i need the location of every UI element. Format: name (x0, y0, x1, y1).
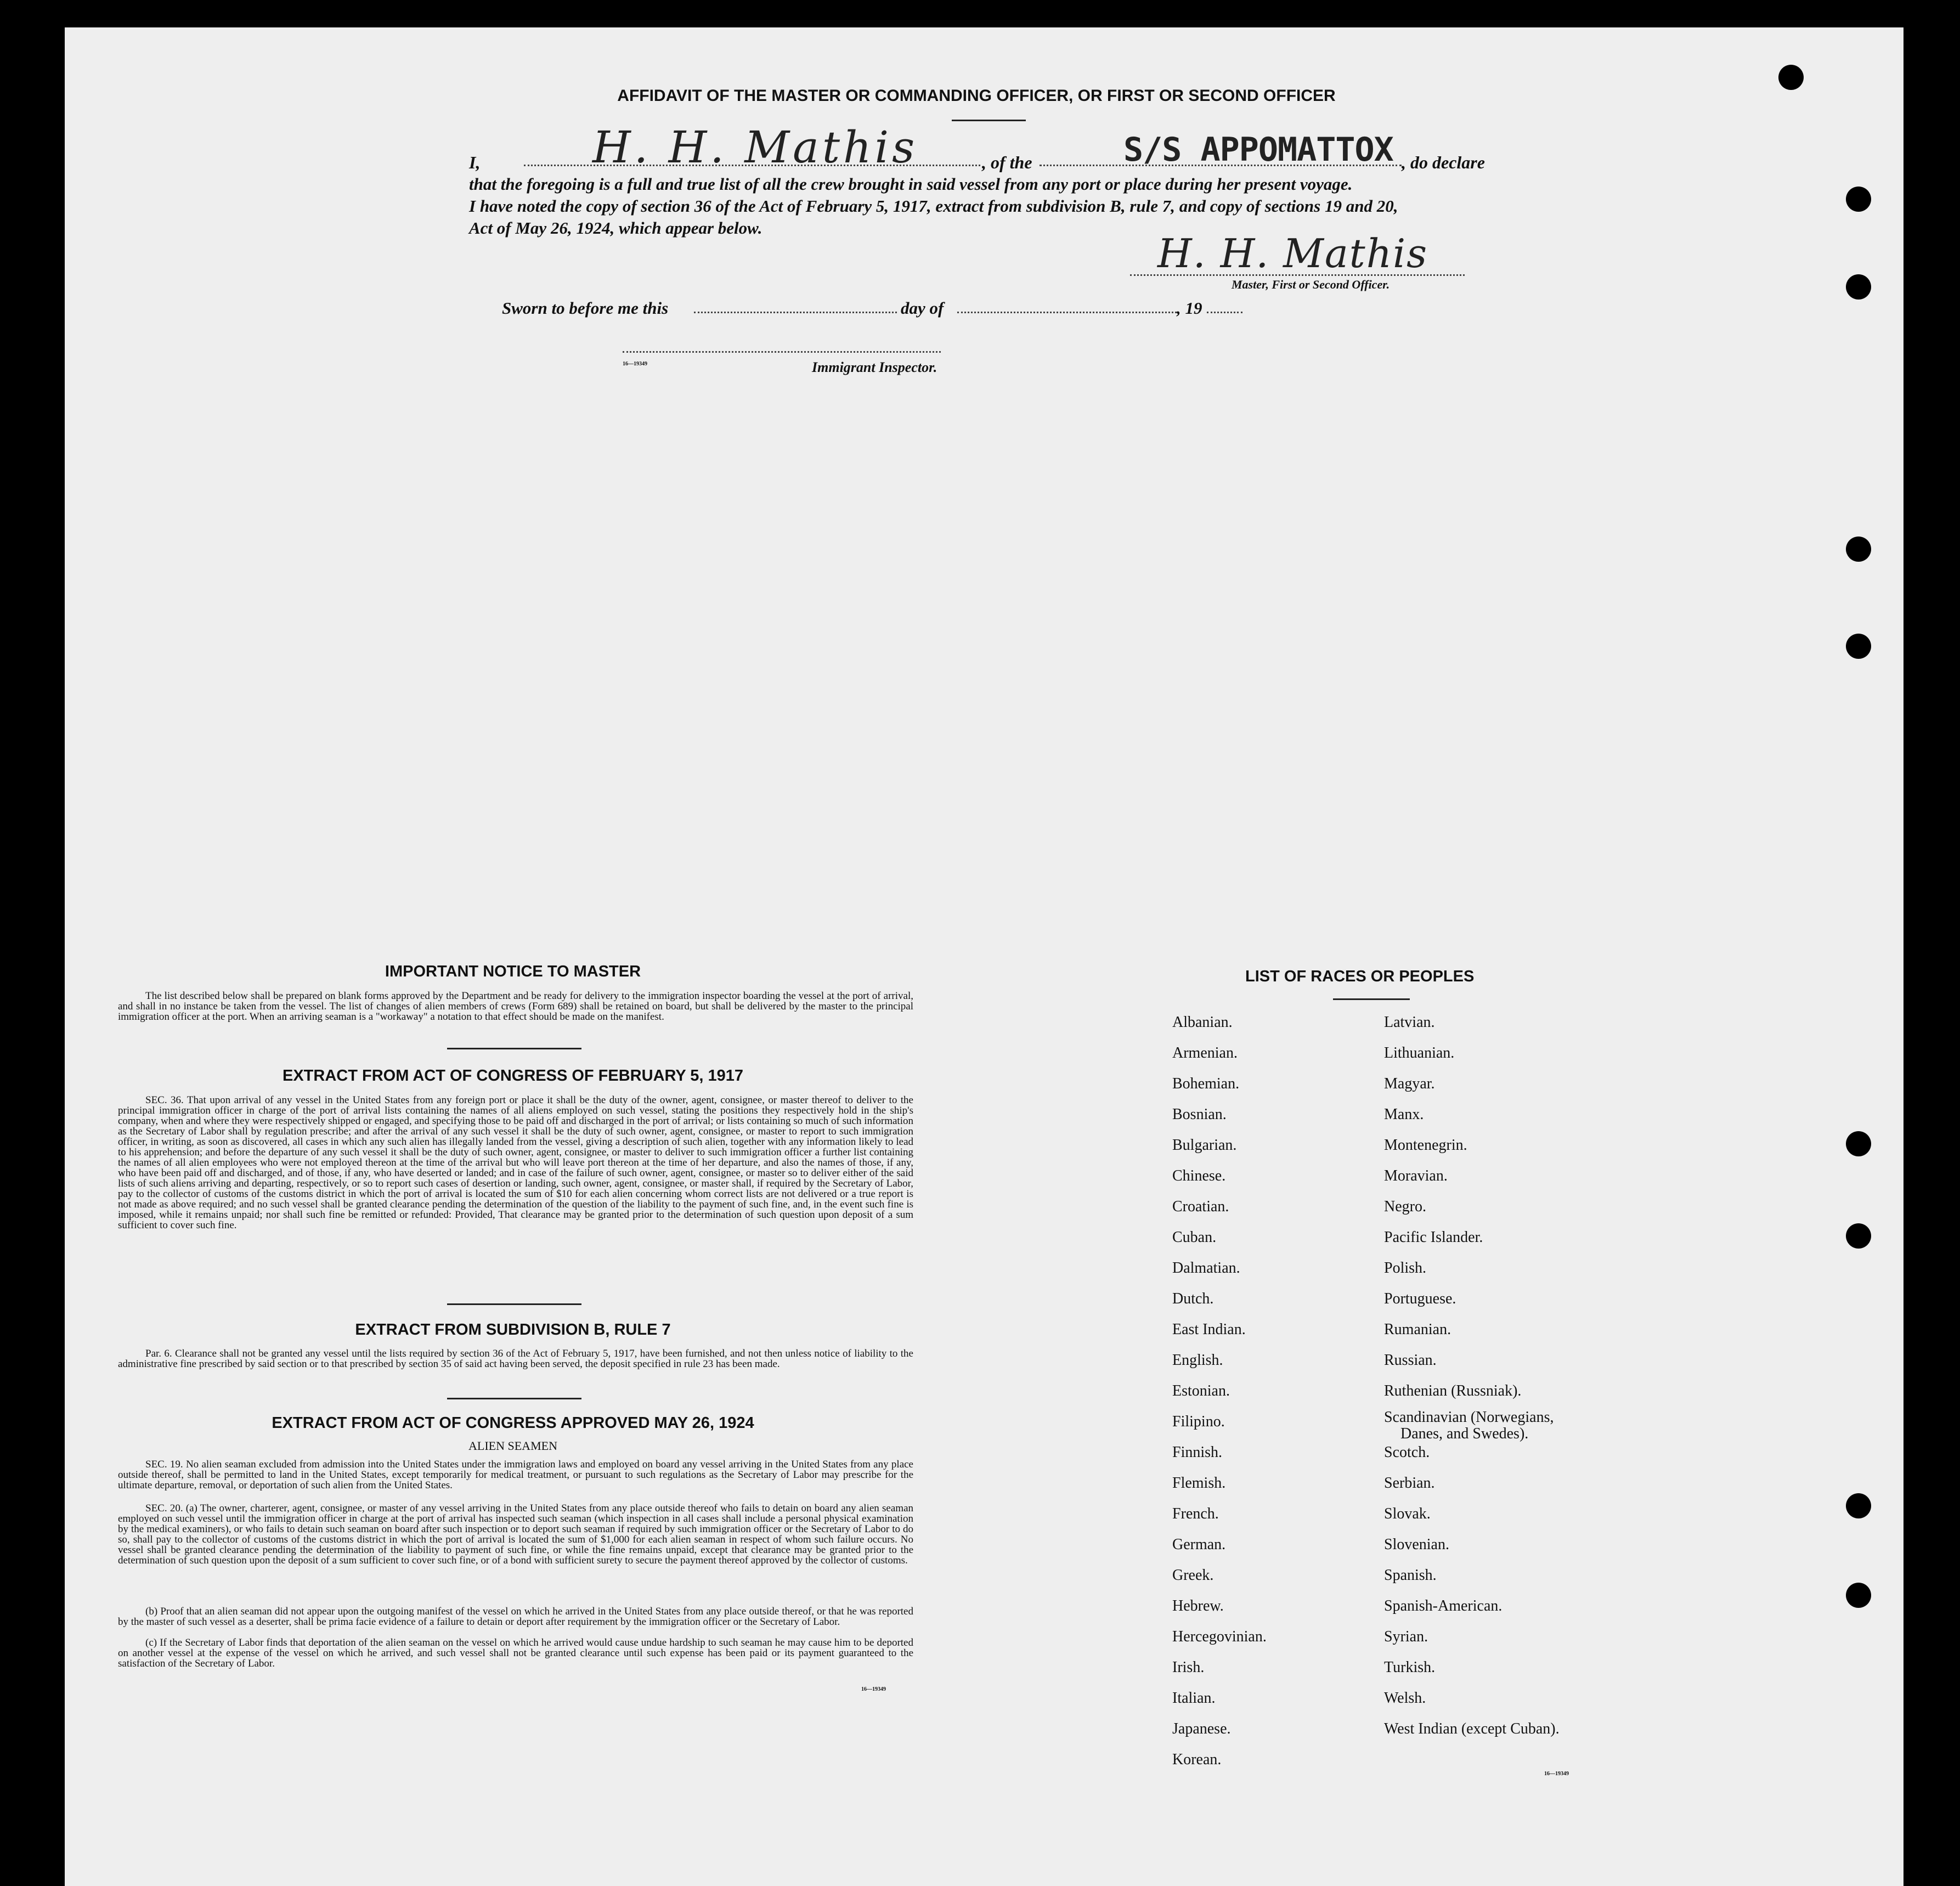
race-item: French. (1172, 1505, 1219, 1522)
affidavit-form-number: 16—19349 (623, 361, 647, 367)
race-item: German. (1172, 1536, 1226, 1553)
sec-19-text: SEC. 19. No alien seaman excluded from admission into the United States under the immigration laws and employed on board any vessel arriving in the United States from any place outside thereof, shall be permitted to land in the United States, except temporarily for medical treatment, or pursuant to such regulations as the Secretary of Labor may prescribe for the ultimate departure, removal, or deportation of such alien from the United States. (118, 1459, 913, 1491)
punch-hole (1846, 1493, 1871, 1518)
affidavit-title: AFFIDAVIT OF THE MASTER OR COMMANDING OFFICER, OR FIRST OR SECOND OFFICER (617, 87, 1336, 105)
do-declare-label: , do declare (1402, 153, 1485, 172)
race-item: Chinese. (1172, 1167, 1226, 1184)
race-item: Latvian. (1384, 1014, 1435, 1031)
sworn-label: Sworn to before me this (502, 298, 669, 318)
races-form-number: 16—19349 (1544, 1771, 1569, 1777)
race-item: Estonian. (1172, 1382, 1230, 1399)
race-item: Russian. (1384, 1352, 1437, 1369)
race-item: Ruthenian (Russniak). (1384, 1382, 1522, 1399)
punch-hole (1846, 1583, 1871, 1608)
race-item: Finnish. (1172, 1444, 1223, 1461)
race-item: Irish. (1172, 1659, 1205, 1676)
master-signature: H. H. Mathis (592, 122, 918, 173)
subdivision-b-title: EXTRACT FROM SUBDIVISION B, RULE 7 (355, 1321, 671, 1339)
inspector-caption: Immigrant Inspector. (812, 359, 937, 375)
race-item: Filipino. (1172, 1413, 1225, 1430)
race-item: East Indian. (1172, 1321, 1246, 1338)
race-item: Serbian. (1384, 1475, 1435, 1492)
race-item: Bulgarian. (1172, 1137, 1237, 1154)
punch-hole (1846, 187, 1871, 212)
race-item: Moravian. (1384, 1167, 1448, 1184)
race-item: Japanese. (1172, 1720, 1231, 1737)
punch-hole (1846, 1131, 1871, 1156)
race-item: Cuban. (1172, 1229, 1217, 1246)
punch-hole (1778, 65, 1804, 90)
race-item: Slovenian. (1384, 1536, 1449, 1553)
notice-body: The list described below shall be prepared on blank forms approved by the Department and be ready for delivery to the immigration inspector boarding the vessel at the port of arrival, and shall in no instance be taken from the vessel. The list of changes of alien members of crews (Form 689) shall be retained on board, but shall be delivered by the master to the principal immigration officer at the port. When an arriving seaman is a "workaway" a notation to that effect should be made on the manifest. (118, 990, 913, 1023)
affidavit-line-2: that the foregoing is a full and true list of all the crew brought in said vessel from any port or place during her present voyage. (469, 174, 1353, 194)
race-item: Lithuanian. (1384, 1044, 1455, 1061)
race-item: Montenegrin. (1384, 1137, 1467, 1154)
race-item: Danes, and Swedes). (1400, 1425, 1529, 1442)
race-item: Hercegovinian. (1172, 1628, 1267, 1645)
race-item: Rumanian. (1384, 1321, 1451, 1338)
extract-1917-title: EXTRACT FROM ACT OF CONGRESS OF FEBRUARY 5, 1917 (282, 1067, 744, 1085)
race-item: Spanish-American. (1384, 1597, 1503, 1614)
sworn-year-blank (1207, 312, 1242, 313)
race-item: Manx. (1384, 1106, 1424, 1123)
race-item: Scotch. (1384, 1444, 1430, 1461)
alien-seamen-subtitle: ALIEN SEAMEN (468, 1439, 557, 1453)
race-item: Dutch. (1172, 1290, 1214, 1307)
punch-hole (1846, 634, 1871, 659)
race-item: Bohemian. (1172, 1075, 1240, 1092)
race-item: Portuguese. (1384, 1290, 1456, 1307)
race-item: English. (1172, 1352, 1223, 1369)
sworn-day-blank (694, 312, 897, 313)
race-item: Korean. (1172, 1751, 1222, 1768)
affidavit-line-3: I have noted the copy of section 36 of the Act of February 5, 1917, extract from subdivision B, rule 7, and copy of sections 19 and 20, (469, 196, 1398, 216)
extract-1924-title: EXTRACT FROM ACT OF CONGRESS APPROVED MAY 26, 1924 (272, 1414, 754, 1432)
race-item: Italian. (1172, 1690, 1216, 1707)
race-item: Spanish. (1384, 1567, 1437, 1584)
officer-signature: H. H. Mathis (1157, 230, 1428, 276)
inspector-signature-line (623, 351, 941, 353)
extract-1917-body: SEC. 36. That upon arrival of any vessel in the United States from any foreign port or place it shall be the duty of the owner, agent, consignee, or master thereof to deliver to the principal immigration officer in charge of the port of arrival lists containing the names of all aliens employed on such vessel, stating the positions they respectively hold in the ship's company, when and where they were respectively shipped or engaged, and specifying those to be paid off and discharged in the port of arrival; or lists containing so much of such information as the Secretary of Labor shall by regulation prescribe; and after the arrival of any such vessel it shall be the duty of such owner, agent, consignee, or master to report to such immigration officer, in writing, as soon as discovered, all cases in which any such alien has illegally landed from the vessel, giving a description of such alien, together with any information likely to lead to his apprehension; and before the departure of any such vessel it shall be the duty of such owner, agent, consignee, or master to deliver to such immigration officer a further list containing the names of all alien employees who were not employed thereon at the time of the arrival but who will leave port thereon at the time of her departure, and also the names of those, if any, who have been paid off and discharged, and of those, if any, who have deserted or landed; and in case of the failure of such owner, agent, consignee, or master so to deliver either of the said lists of such aliens arriving and departing, respectively, or so to report such cases of desertion or landing, such owner, agent, consignee, or master shall, if required by the Secretary of Labor, pay to the collector of customs of the customs district in which the port of arrival is located the sum of $10 for each alien concerning whom correct lists are not delivered or a true report is not made as above required; and no such vessel shall be granted clearance pending the determination of the question of the liability to the payment of such fine, and, in the event such fine is imposed, while it remains unpaid; nor shall such fine be remitted or refunded: Provided, That clearance may be granted prior to the determination of such question upon deposit of a sum sufficient to cover such fine. (118, 1094, 913, 1231)
officer-caption: Master, First or Second Officer. (1232, 278, 1390, 291)
sec-20b-text: (b) Proof that an alien seaman did not appear upon the outgoing manifest of the vessel on which he arrived in the United States from any place outside thereof, or that he was reported by the master of such vessel as a deserter, shall be prima facie evidence of a failure to detain or deport after requirement by the immigration officer or the Secretary of Labor. (118, 1606, 913, 1628)
race-item: Croatian. (1172, 1198, 1229, 1215)
i-label: I, (469, 153, 481, 172)
race-item: West Indian (except Cuban). (1384, 1720, 1560, 1737)
affidavit-line-4: Act of May 26, 1924, which appear below. (469, 218, 762, 238)
title-divider (952, 120, 1026, 121)
punch-hole (1846, 274, 1871, 300)
punch-hole (1846, 1223, 1871, 1249)
race-item: Scandinavian (Norwegians, (1384, 1409, 1554, 1426)
year-prefix: , 19 (1177, 298, 1202, 318)
officer-signature-line (1130, 274, 1465, 276)
notice-title: IMPORTANT NOTICE TO MASTER (385, 963, 641, 980)
race-item: Flemish. (1172, 1475, 1226, 1492)
sec-20c-text: (c) If the Secretary of Labor finds that deportation of the alien seaman on the vessel on which he arrived would cause undue hardship to such seaman he may cause him to be deported on another vessel at the expense of the vessel on which he arrived, and such vessel shall not be granted clearance until such expense has been paid or its payment guaranteed to the satisfaction of the Secretary of Labor. (118, 1637, 913, 1669)
race-item: Negro. (1384, 1198, 1426, 1215)
race-item: Welsh. (1384, 1690, 1426, 1707)
race-item: Armenian. (1172, 1044, 1238, 1061)
race-item: Pacific Islander. (1384, 1229, 1483, 1246)
sworn-month-blank (957, 312, 1177, 313)
divider (447, 1398, 581, 1399)
race-item: Slovak. (1384, 1505, 1431, 1522)
of-the-label: , of the (982, 153, 1032, 172)
race-item: Turkish. (1384, 1659, 1436, 1676)
race-item: Hebrew. (1172, 1597, 1224, 1614)
sec-20a-text: SEC. 20. (a) The owner, charterer, agent, consignee, or master of any vessel arriving in the United States from any place outside thereof who fails to detain on board any alien seaman employed on such vessel until the immigration officer in charge at the port of arrival has inspected such seaman (which inspection in all cases shall include a personal physical examination by the medical examiners), or who fails to detain such seaman on board after such inspection or to deport such seaman if required by such immigration officer or the Secretary of Labor to do so, shall pay to the collector of customs of the customs district in which the port of arrival is located the sum of $1,000 for each alien seaman in respect of whom such failure occurs. No vessel shall be granted clearance pending the determination of the liability to payment of such fine, or while the fine remains unpaid, except that clearance may be granted prior to the determination of such question upon the deposit of a sum sufficient to cover such fine, or of a bond with sufficient surety to secure the payment thereof approved by the collector of customs. (118, 1503, 913, 1566)
race-item: Dalmatian. (1172, 1260, 1240, 1277)
races-divider (1333, 998, 1410, 1000)
vessel-stamp: S/S APPOMATTOX (1123, 131, 1393, 169)
divider (447, 1303, 581, 1305)
race-item: Bosnian. (1172, 1106, 1227, 1123)
punch-hole (1846, 537, 1871, 562)
race-item: Syrian. (1384, 1628, 1428, 1645)
day-of-label: day of (901, 298, 944, 318)
race-item: Polish. (1384, 1260, 1427, 1277)
divider (447, 1048, 581, 1049)
race-item: Magyar. (1384, 1075, 1435, 1092)
race-item: Albanian. (1172, 1014, 1233, 1031)
races-title: LIST OF RACES OR PEOPLES (1245, 968, 1475, 985)
subdivision-b-body: Par. 6. Clearance shall not be granted any vessel until the lists required by section 36 of the Act of February 5, 1917, have been furnished, and not then unless notice of liability to the administrative fine prescribed by said section or to that prescribed by section 35 of said act having been served, the deposit specified in rule 23 has been made. (118, 1348, 913, 1370)
extract-form-number: 16—19349 (861, 1686, 886, 1692)
race-item: Greek. (1172, 1567, 1214, 1584)
